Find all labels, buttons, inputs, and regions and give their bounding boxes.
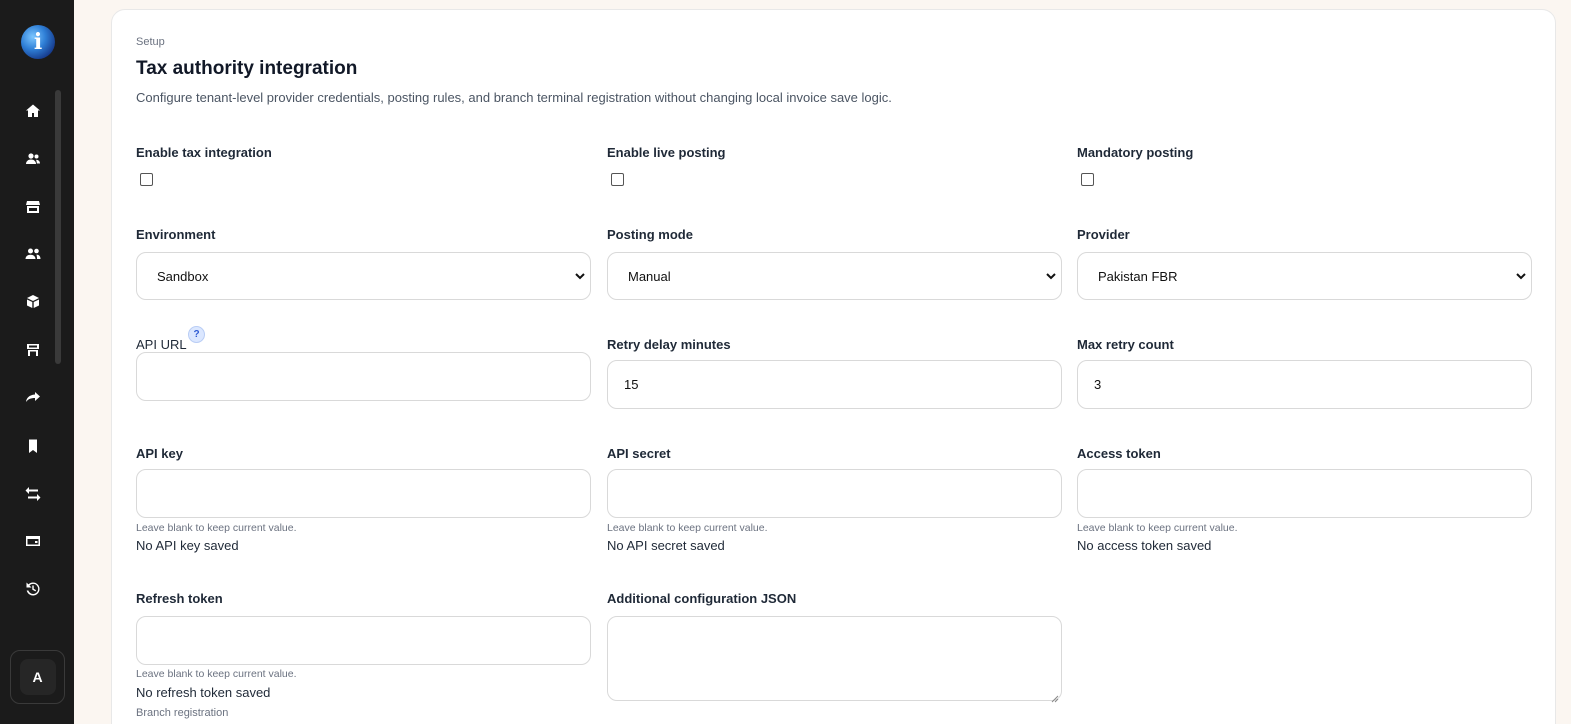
additional-config-textarea[interactable] (607, 616, 1062, 701)
api-key-input[interactable] (136, 469, 591, 518)
transfer-icon[interactable] (20, 481, 46, 507)
sidebar (0, 0, 74, 724)
bookmark-icon[interactable] (20, 433, 46, 459)
settings-card (111, 9, 1556, 724)
chevron-down-icon (1515, 270, 1527, 282)
enable-live-posting-label: Enable live posting (607, 145, 726, 160)
access-token-label: Access token (1077, 446, 1161, 461)
avatar[interactable]: A (20, 659, 56, 695)
api-key-status: No API key saved (136, 538, 239, 553)
enable-tax-integration-label: Enable tax integration (136, 145, 272, 160)
api-key-hint: Leave blank to keep current value. (136, 522, 297, 534)
page-title: Tax authority integration (136, 58, 358, 79)
logo-glyph: i (33, 29, 43, 55)
refresh-token-input[interactable] (136, 616, 591, 665)
api-secret-hint: Leave blank to keep current value. (607, 522, 768, 534)
chevron-down-icon (574, 270, 586, 282)
mandatory-posting-label: Mandatory posting (1077, 145, 1194, 160)
posting-mode-select[interactable] (607, 252, 1062, 300)
max-retry-input[interactable]: 3 (1077, 360, 1532, 409)
access-token-status: No access token saved (1077, 538, 1212, 553)
share-icon[interactable] (20, 384, 46, 410)
access-token-hint: Leave blank to keep current value. (1077, 522, 1238, 534)
retry-delay-label: Retry delay minutes (607, 337, 731, 352)
api-url-label: API URL (136, 337, 187, 352)
store-icon[interactable] (20, 194, 46, 220)
resize-handle-icon[interactable] (1051, 690, 1059, 698)
enable-live-posting-checkbox[interactable] (611, 173, 624, 186)
posting-mode-label: Posting mode (607, 227, 693, 242)
max-retry-label: Max retry count (1077, 337, 1174, 352)
refresh-token-label: Refresh token (136, 591, 223, 606)
environment-label: Environment (136, 227, 216, 242)
mandatory-posting-checkbox[interactable] (1081, 173, 1094, 186)
posting-mode-select-value: Manual (628, 268, 671, 284)
enable-tax-integration-checkbox[interactable] (140, 173, 153, 186)
environment-select[interactable] (136, 252, 591, 300)
api-secret-label: API secret (607, 446, 671, 461)
users-icon[interactable] (20, 146, 46, 172)
additional-config-label: Additional configuration JSON (607, 591, 797, 606)
provider-select[interactable] (1077, 252, 1532, 300)
help-icon[interactable]: ? (188, 326, 205, 343)
page-subtitle: Configure tenant-level provider credentials, posting rules, and branch terminal registration without changing local invoice save logic. (136, 90, 892, 105)
api-key-label: API key (136, 446, 183, 461)
wallet-icon[interactable] (20, 528, 46, 554)
provider-select-value: Pakistan FBR (1098, 268, 1178, 284)
team-icon[interactable] (20, 241, 46, 267)
chevron-down-icon (1045, 270, 1057, 282)
sidebar-scrollbar[interactable] (55, 90, 61, 364)
provider-label: Provider (1077, 227, 1130, 242)
api-secret-status: No API secret saved (607, 538, 725, 553)
breadcrumb[interactable]: Setup (136, 36, 165, 48)
retry-delay-input[interactable]: 15 (607, 360, 1062, 409)
home-icon[interactable] (20, 98, 46, 124)
api-url-input[interactable] (136, 352, 591, 401)
environment-select-value: Sandbox (157, 268, 209, 284)
app-logo[interactable] (21, 25, 55, 59)
user-menu[interactable] (10, 650, 65, 704)
api-secret-input[interactable] (607, 469, 1062, 518)
branch-registration-heading: Branch registration (136, 707, 229, 719)
shop-icon[interactable] (20, 337, 46, 363)
box-icon[interactable] (20, 289, 46, 315)
history-icon[interactable] (20, 576, 46, 602)
access-token-input[interactable] (1077, 469, 1532, 518)
refresh-token-status: No refresh token saved (136, 685, 271, 700)
refresh-token-hint: Leave blank to keep current value. (136, 668, 297, 680)
